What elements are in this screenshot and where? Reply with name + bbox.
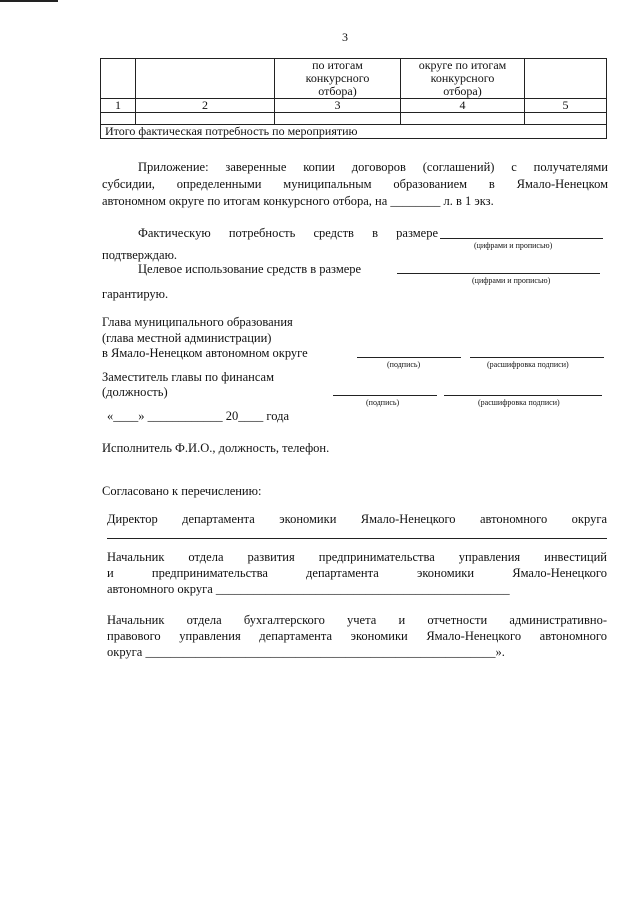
page-number: 3 — [342, 30, 348, 44]
table-header-cell-1 — [101, 59, 136, 99]
deputy-decode-line — [444, 395, 602, 396]
table-header-4-line3: отбора) — [443, 84, 482, 98]
appendix-line-1: Приложение: заверенные копии договоров (соглашений) с получателями — [138, 160, 608, 174]
head-line-2: (глава местной администрации) — [102, 331, 272, 345]
deputy-line-1: Заместитель главы по финансам — [102, 370, 274, 384]
guarantee-text: Целевое использование средств в размере — [138, 262, 362, 276]
guarantee-amount-line — [397, 273, 600, 274]
corner-mark — [0, 0, 58, 2]
acc-chief-line-2: правового управления департамента экономики Ямало-Ненецкого автономного — [107, 629, 607, 643]
deputy-signature-hint: (подпись) — [366, 398, 400, 407]
director-signature-line — [107, 538, 607, 539]
director-line-1: Директор департамента экономики Ямало-Ненецкого автономного округа — [107, 512, 607, 526]
deputy-line-2: (должность) — [102, 385, 168, 399]
head-line-3: в Ямало-Ненецком автономном округе — [102, 346, 308, 360]
confirm-text: Фактическую потребность средств в размере — [138, 226, 438, 240]
table-empty-cell — [136, 113, 275, 125]
table-header-4-line1: округе по итогам — [418, 58, 507, 72]
table-total-label: Итого фактическая потребность по мероприятию — [101, 125, 607, 139]
dev-chief-line-2: и предпринимательства департамента экономики Ямало-Ненецкого — [107, 566, 607, 580]
dev-chief-line-1: Начальник отдела развития предпринимательства управления инвестиций — [107, 550, 607, 564]
table-total-row — [101, 125, 607, 139]
table-empty-cell — [275, 113, 401, 125]
table-header-cell-3 — [275, 59, 401, 99]
dev-chief-line-3: автономного округа _______________________________________________ — [107, 582, 510, 596]
head-signature-hint: (подпись) — [387, 360, 421, 369]
confirm-hint: (цифрами и прописью) — [474, 241, 553, 250]
acc-chief-line-1: Начальник отдела бухгалтерского учета и отчетности административно- — [107, 613, 607, 627]
guarantee-hint: (цифрами и прописью) — [472, 276, 551, 285]
table-header-4-line2: конкурсного — [430, 71, 495, 85]
table-number-cell: 5 — [525, 99, 607, 113]
table-header-3-line2: конкурсного — [305, 71, 370, 85]
table-empty-row — [101, 113, 607, 125]
guarantee-tail: гарантирую. — [102, 287, 169, 301]
table-empty-cell — [101, 113, 136, 125]
head-signature-line — [357, 357, 461, 358]
deputy-signature-line — [333, 395, 437, 396]
confirm-tail: подтверждаю. — [102, 248, 178, 262]
table-number-cell: 3 — [275, 99, 401, 113]
head-decode-hint: (расшифровка подписи) — [487, 360, 569, 369]
summary-table — [100, 58, 607, 139]
table-number-cell: 1 — [101, 99, 136, 113]
table-number-row — [101, 99, 607, 113]
deputy-decode-hint: (расшифровка подписи) — [478, 398, 560, 407]
appendix-line-3: автономном округе по итогам конкурсного отбора, на ________ л. в 1 экз. — [102, 194, 494, 208]
acc-chief-line-3: округа ________________________________________________________». — [107, 645, 505, 659]
table-header-3-line3: отбора) — [318, 84, 357, 98]
table-empty-cell — [401, 113, 525, 125]
table-header-cell-4 — [401, 59, 525, 99]
head-decode-line — [470, 357, 604, 358]
table-number-cell: 4 — [401, 99, 525, 113]
table-header-cell-5 — [525, 59, 607, 99]
table-empty-cell — [525, 113, 607, 125]
date-line: «____» ____________ 20____ года — [107, 409, 289, 423]
agreed-heading: Согласовано к перечислению: — [102, 484, 262, 498]
confirm-amount-line — [440, 238, 603, 239]
appendix-line-2: субсидии, определенными муниципальным образованием в Ямало-Ненецком — [102, 177, 608, 191]
table-header-cell-2 — [136, 59, 275, 99]
head-line-1: Глава муниципального образования — [102, 315, 293, 329]
table-header-row — [101, 59, 607, 99]
executor-line: Исполнитель Ф.И.О., должность, телефон. — [102, 441, 330, 455]
table-header-3-line1: по итогам — [312, 58, 363, 72]
table-number-cell: 2 — [136, 99, 275, 113]
